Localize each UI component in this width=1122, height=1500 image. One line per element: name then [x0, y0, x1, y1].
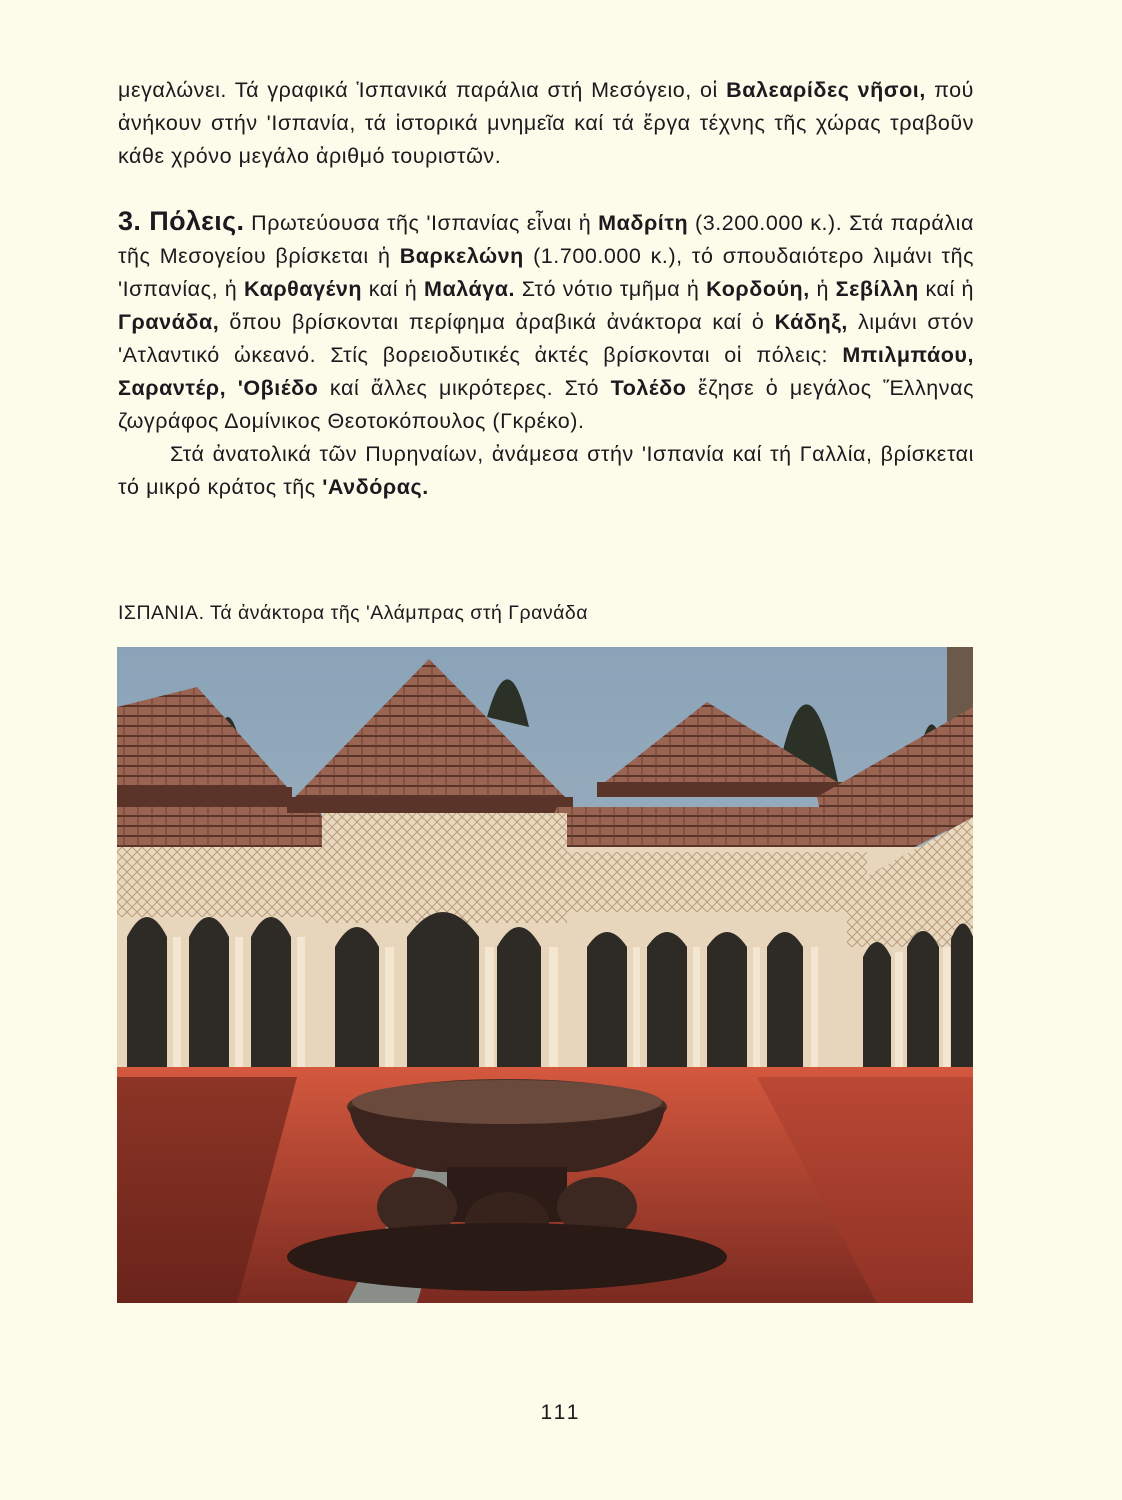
cities-text: λιμάνι στόν 'Ατλαντικό ὠκεανό. Στίς βορειοδυτικές ἀκτές βρίσκονται οἱ πόλεις:	[118, 310, 975, 367]
city-oviedo: 'Οβιέδο	[237, 376, 319, 400]
section-heading: 3. Πόλεις.	[118, 206, 245, 236]
andorra-term: 'Ανδόρας.	[322, 475, 429, 499]
balearic-islands-term: Βαλεαρίδες νῆσοι,	[726, 78, 926, 102]
city-santander: Σαραντέρ,	[118, 376, 227, 400]
city-barcelona: Βαρκελώνη	[399, 244, 524, 268]
intro-paragraph	[118, 74, 974, 173]
city-cordoba: Κορδούη,	[706, 277, 810, 301]
cities-text: καί ἡ	[918, 277, 975, 301]
city-madrid: Μαδρίτη	[598, 211, 689, 235]
city-granada: Γρανάδα,	[118, 310, 220, 334]
page-number: 111	[540, 1401, 582, 1424]
cities-text: ἡ	[809, 277, 836, 301]
cities-text: καί ἡ	[362, 277, 424, 301]
alhambra-photo	[117, 647, 973, 1303]
alhambra-illustration	[117, 647, 973, 1303]
andorra-paragraph	[118, 438, 974, 504]
cities-text: Πρωτεύουσα τῆς 'Ισπανίας εἶναι ἡ	[244, 211, 599, 235]
city-sevilla: Σεβίλλη	[835, 277, 919, 301]
cities-text: ὅπου βρίσκονται περίφημα ἀραβικά ἀνάκτορα καί ὁ	[219, 310, 775, 334]
city-cartagena: Καρθαγένη	[243, 277, 363, 301]
figure-caption: ΙΣΠΑΝΙΑ. Τά ἀνάκτορα τῆς 'Αλάμπρας στή Γρανάδα	[118, 602, 589, 624]
andorra-text: Στά ἀνατολικά τῶν Πυρηναίων, ἀνάμεσα στήν 'Ισπανία καί τή Γαλλία, βρίσκεται τό μικρό κράτος τῆς	[118, 442, 974, 499]
city-bilbao: Μπιλμπάου,	[842, 343, 974, 367]
intro-text-2: πού ἀνήκουν στήν 'Ισπανία, τά ἱστορικά μνημεῖα καί τά ἔργα τέχνης τῆς χώρας τραβοῦν κάθε χρόνο μεγάλο ἀριθμό τουριστῶν.	[118, 78, 974, 168]
city-cadiz: Κάδηξ,	[774, 310, 848, 334]
cities-section	[118, 205, 974, 504]
cities-paragraph	[118, 205, 974, 438]
cities-text: (1.700.000 κ.), τό σπουδαιότερο λιμάνι τῆς 'Ισπανίας, ἡ	[118, 244, 974, 301]
cities-text: (3.200.000 κ.). Στά παράλια τῆς Μεσογείου βρίσκεται ἡ	[118, 211, 974, 268]
cities-text: Στό νότιο τμῆμα ἡ	[515, 277, 707, 301]
city-malaga: Μαλάγα.	[423, 277, 516, 301]
cities-text: καί ἄλλες μικρότερες. Στό	[318, 376, 611, 400]
cities-text	[226, 376, 238, 400]
intro-text-1: μεγαλώνει. Τά γραφικά Ἱσπανικά παράλια στή Μεσόγειο, οἱ	[118, 78, 727, 102]
cities-text: ἔζησε ὁ μεγάλος Ἕλληνας ζωγράφος Δομίνικος Θεοτοκόπουλος (Γκρέκο).	[118, 376, 974, 433]
city-toledo: Τολέδο	[610, 376, 687, 400]
